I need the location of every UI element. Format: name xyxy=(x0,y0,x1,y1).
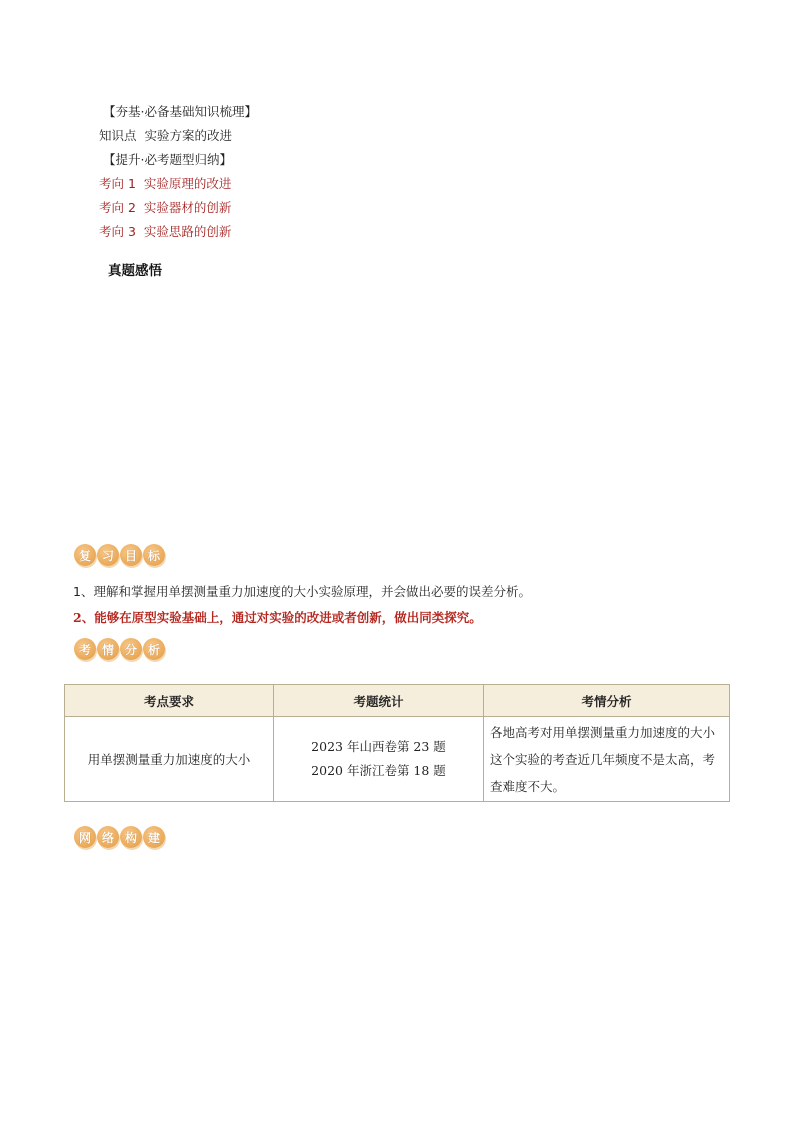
header-requirement: 考点要求 xyxy=(65,685,274,717)
badge-char: 目 xyxy=(120,544,142,566)
toc-item-basics-heading[interactable]: 【夯基·必备基础知识梳理】 xyxy=(103,104,257,119)
cell-analysis: 各地高考对用单摆测量重力加速度的大小这个实验的考查近几年频度不是太高，考查难度不大。 xyxy=(484,717,730,802)
badge-char: 分 xyxy=(120,638,142,660)
badge-char: 构 xyxy=(120,826,142,848)
review-goals-badge xyxy=(74,544,165,566)
stat-line: 2020 年浙江卷第 18 题 xyxy=(311,763,446,778)
table-row xyxy=(65,717,730,802)
badge-char: 考 xyxy=(74,638,96,660)
goal-1: 1、理解和掌握用单摆测量重力加速度的大小实验原理，并会做出必要的误差分析。 xyxy=(73,584,531,599)
badge-char: 网 xyxy=(74,826,96,848)
badge-char: 复 xyxy=(74,544,96,566)
cell-requirement: 用单摆测量重力加速度的大小 xyxy=(65,717,274,802)
toc-item-direction-2[interactable]: 考向 2 实验器材的创新 xyxy=(99,200,232,215)
section-heading-real-questions: 真题感悟 xyxy=(108,263,162,279)
badge-char: 标 xyxy=(143,544,165,566)
badge-char: 情 xyxy=(97,638,119,660)
badge-char: 络 xyxy=(97,826,119,848)
network-badge xyxy=(74,826,165,848)
badge-char: 建 xyxy=(143,826,165,848)
header-statistics: 考题统计 xyxy=(274,685,484,717)
table-of-contents xyxy=(99,100,257,244)
toc-item-knowledge-point[interactable]: 知识点 实验方案的改进 xyxy=(99,128,232,143)
table-header-row xyxy=(65,685,730,717)
toc-item-question-types-heading[interactable]: 【提升·必考题型归纳】 xyxy=(103,152,232,167)
badge-char: 习 xyxy=(97,544,119,566)
exam-analysis-table xyxy=(64,684,730,802)
cell-statistics xyxy=(274,717,484,802)
header-analysis: 考情分析 xyxy=(484,685,730,717)
badge-char: 析 xyxy=(143,638,165,660)
toc-item-direction-1[interactable]: 考向 1 实验原理的改进 xyxy=(99,176,232,191)
toc-item-direction-3[interactable]: 考向 3 实验思路的创新 xyxy=(99,224,232,239)
exam-analysis-badge xyxy=(74,638,165,660)
goal-2: 2、能够在原型实验基础上，通过对实验的改进或者创新，做出同类探究。 xyxy=(73,610,482,625)
stat-line: 2023 年山西卷第 23 题 xyxy=(311,739,446,754)
